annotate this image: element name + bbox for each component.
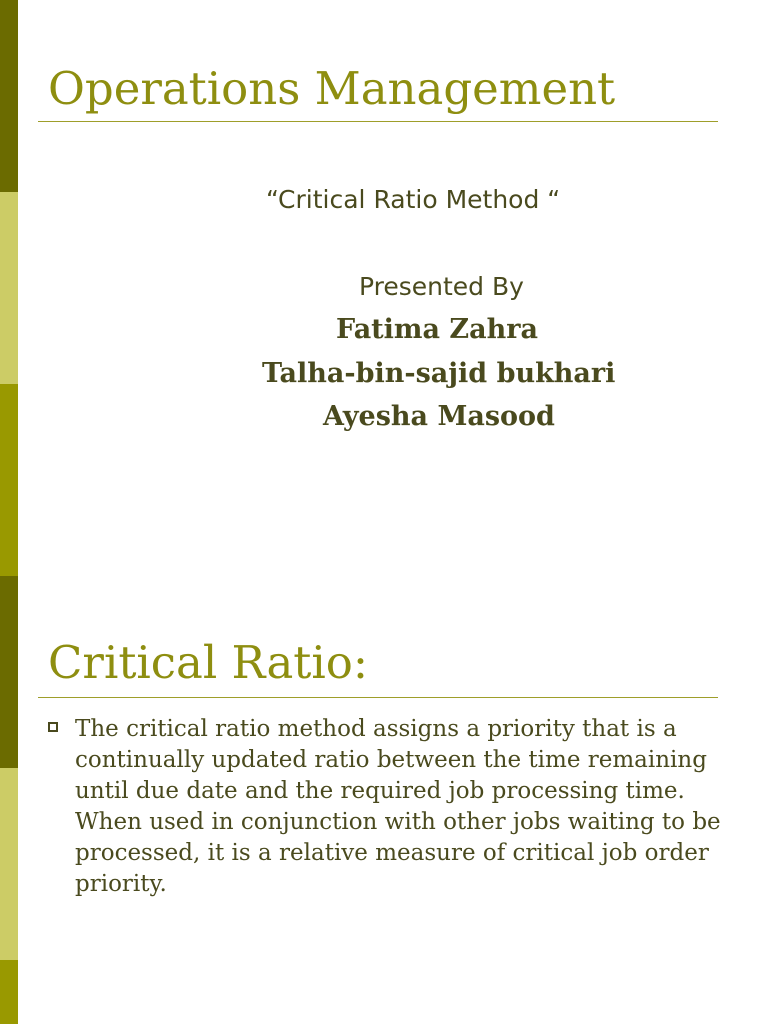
- presented-by-label: Presented By: [359, 272, 524, 301]
- hollow-square-bullet-icon: [48, 722, 58, 732]
- presenter-name: Talha-bin-sajid bukhari: [262, 358, 616, 389]
- slide1-title: Operations Management: [48, 62, 616, 115]
- presenter-name: Fatima Zahra: [336, 314, 538, 345]
- presenter-name: Ayesha Masood: [323, 401, 555, 432]
- slide-critical-ratio: [0, 576, 768, 1024]
- presentation-subtitle: “Critical Ratio Method “: [266, 185, 561, 214]
- slide2-title-rule: [38, 697, 718, 698]
- slide2-title: Critical Ratio:: [48, 636, 369, 689]
- slide1-title-rule: [38, 121, 718, 122]
- bullet-text: The critical ratio method assigns a priority that is a continually updated ratio between the time remaining until due date and the required job processing time. When used in conjunction with other jobs waiting to be processed, it is a relative measure of critical job order priority.: [75, 716, 721, 897]
